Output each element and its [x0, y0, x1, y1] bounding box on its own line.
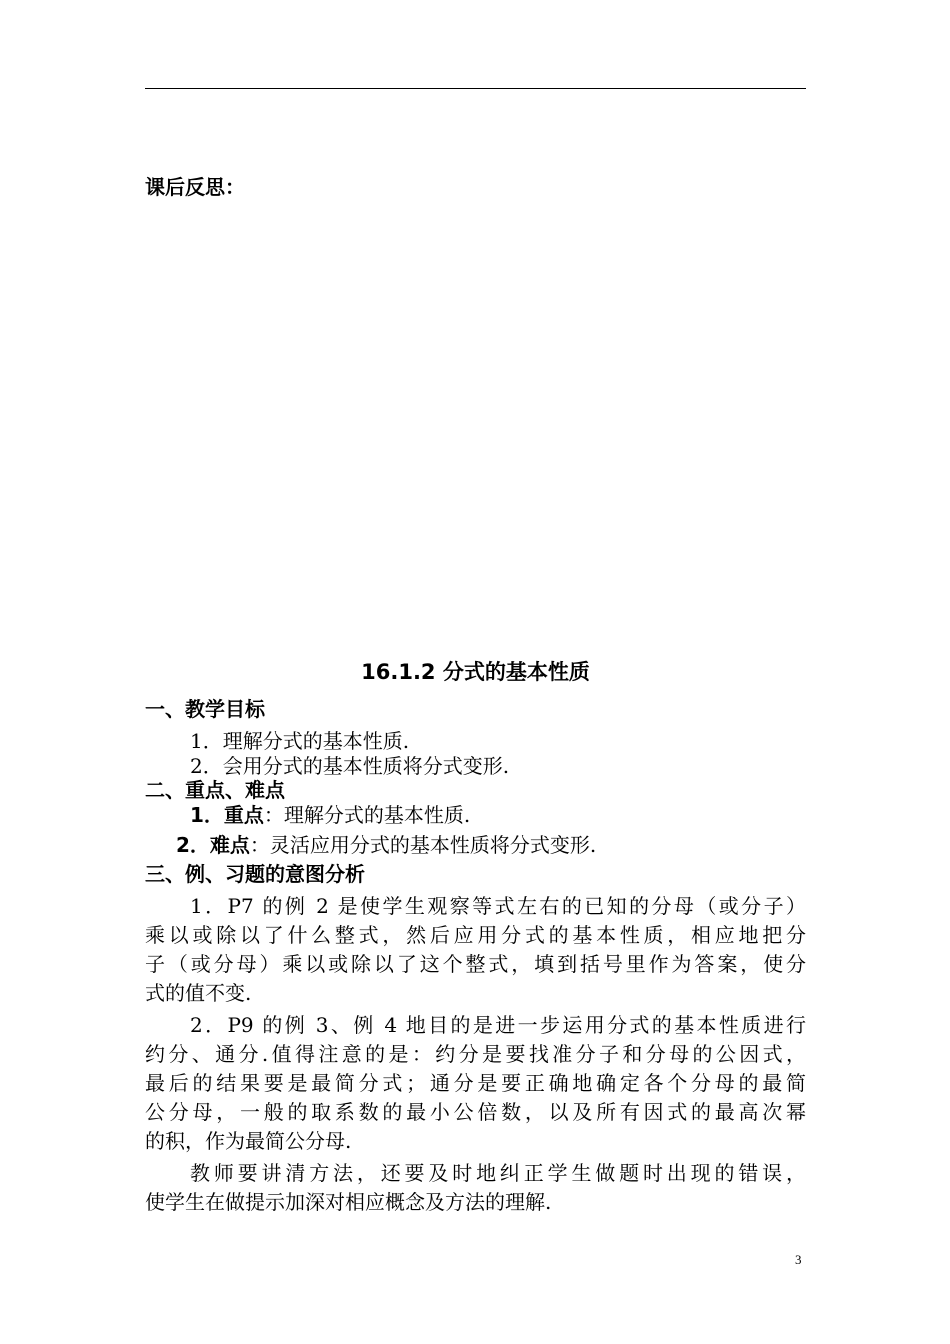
section-title: 16.1.2 分式的基本性质	[361, 660, 590, 684]
key-point-item	[190, 801, 851, 829]
paragraph-1-line: 式的值不变.	[145, 981, 252, 1005]
paragraph-2-line: 2．P9 的例 3、例 4 地目的是进一步运用分式的基本性质进行	[190, 1013, 806, 1037]
paragraph-2-line: 的积，作为最简公分母.	[145, 1129, 352, 1153]
key-point-label: 1．重点	[190, 803, 264, 827]
key-point-text: ：理解分式的基本性质.	[263, 803, 471, 827]
paragraph-3-line: 使学生在做提示加深对相应概念及方法的理解.	[145, 1190, 552, 1214]
paragraph-3-line: 教师要讲清方法，还要及时地纠正学生做题时出现的错误，	[190, 1161, 806, 1185]
paragraph-1-line: 子（或分母）乘以或除以了这个整式，填到括号里作为答案，使分	[145, 952, 806, 976]
heading-example-analysis: 三、例、习题的意图分析	[145, 862, 365, 886]
difficulty-text: ：灵活应用分式的基本性质将分式变形.	[249, 833, 597, 857]
goal-item-2: 2．会用分式的基本性质将分式变形.	[190, 754, 510, 778]
page-number: 3	[795, 1252, 802, 1267]
header-rule	[145, 88, 806, 89]
reflection-label: 课后反思：	[145, 175, 245, 199]
paragraph-2-line: 公分母，一般的取系数的最小公倍数，以及所有因式的最高次幂	[145, 1100, 806, 1124]
paragraph-1-line: 乘以或除以了什么整式，然后应用分式的基本性质，相应地把分	[145, 923, 806, 947]
difficulty-item	[176, 831, 837, 859]
goal-item-1: 1．理解分式的基本性质.	[190, 729, 410, 753]
paragraph-2-line: 最后的结果要是最简分式；通分是要正确地确定各个分母的最简	[145, 1071, 806, 1095]
paragraph-1-line: 1．P7 的例 2 是使学生观察等式左右的已知的分母（或分子）	[190, 894, 806, 918]
paragraph-2-line: 约分、通分.值得注意的是：约分是要找准分子和分母的公因式，	[145, 1042, 806, 1066]
difficulty-label: 2．难点	[176, 833, 250, 857]
heading-teaching-goals: 一、教学目标	[145, 697, 265, 721]
heading-key-points: 二、重点、难点	[145, 778, 285, 802]
